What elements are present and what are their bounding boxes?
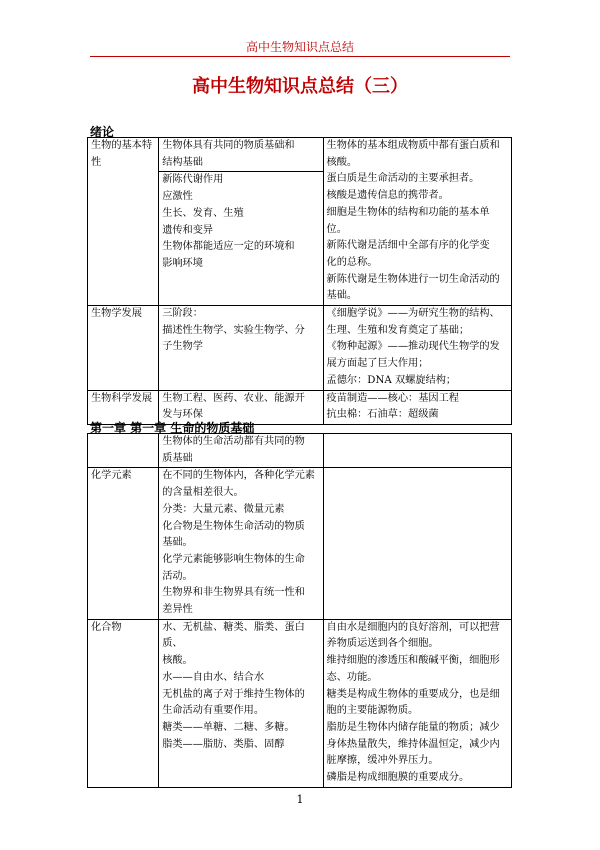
text-line: 发与环保: [162, 409, 203, 421]
text-line: 养物质运送到各个细胞。: [326, 638, 439, 650]
text-line: 细胞是生物体的结构和功能的基本单: [326, 206, 490, 218]
text-line: 水——自由水、结合水: [162, 671, 265, 683]
text-line: 的含量相差很大。: [162, 487, 244, 499]
text-line: 生长、发育、生殖: [162, 207, 244, 219]
right-cell: [323, 306, 511, 391]
text-line: 三阶段：: [162, 308, 203, 320]
topic-cell: 化学元素: [88, 468, 159, 619]
text-line: 结构基础: [162, 156, 203, 168]
text-line: 疫苗制造——核心：基因工程: [326, 392, 459, 404]
text-line: 质基础: [162, 452, 193, 464]
text-line: 生物体的生命活动都有共同的物: [162, 436, 305, 447]
text-line: 新陈代谢作用: [162, 174, 224, 186]
text-line: 生物体具有共同的物质基础和: [162, 140, 295, 151]
text-line: 糖类——单糖、二糖、多糖。: [162, 721, 295, 733]
table-row: [88, 468, 512, 619]
right-cell: [323, 390, 511, 424]
text-line: 在不同的生物体内，各种化学元素: [162, 470, 315, 482]
text-line: 态、功能。: [326, 671, 378, 683]
text-line: 应激性: [162, 191, 193, 203]
header-rule: [90, 56, 510, 57]
text-line: 展方面起了巨大作用；: [326, 358, 429, 370]
middle-cell: [159, 619, 323, 787]
topic-cell: 化合物: [88, 619, 159, 787]
topic-cell: 生物的基本特性: [88, 138, 159, 306]
text-line: 化合物是生物体生命活动的物质: [162, 520, 305, 532]
text-line: 《细胞学说》——为研究生物的结构、: [326, 308, 500, 320]
section-heading-chapter-1: 第一章 第一章 生命的物质基础: [90, 421, 255, 435]
text-line: 脂类——脂肪、类脂、固醇: [162, 738, 285, 750]
table-row: [88, 306, 512, 391]
text-line: 化学元素能够影响生物体的生命: [162, 553, 305, 565]
text-line: 糖类是构成生物体的重要成分，也是细: [326, 688, 500, 700]
chapter-1-table: [87, 433, 512, 788]
text-line: 影响环境: [162, 257, 203, 269]
page-number: 1: [296, 793, 304, 806]
text-line: 核酸。: [162, 655, 193, 667]
text-line: 脏摩擦，缓冲外界压力。: [326, 755, 439, 767]
text-line: 位。: [326, 223, 347, 235]
text-line: 孟德尔：DNA 双螺旋结构；: [326, 374, 457, 386]
middle-cell: [159, 306, 323, 391]
right-cell: [323, 619, 511, 787]
text-line: 描述性生物学、实验生物学、分: [162, 324, 305, 336]
text-line: 抗虫棉：石油草：超级菌: [326, 409, 439, 421]
right-cell: [323, 468, 511, 619]
text-line: 胞的主要能源物质。: [326, 705, 419, 717]
text-line: 蛋白质是生命活动的主要承担者。: [326, 173, 480, 185]
text-line: 分类：大量元素、微量元素: [162, 503, 285, 515]
nested-cell: [159, 171, 322, 272]
intro-table: [87, 137, 512, 425]
text-line: 维持细胞的渗透压和酸碱平衡，细胞形: [326, 655, 500, 667]
text-line: 活动。: [162, 570, 193, 582]
text-line: 遗传和变异: [162, 224, 214, 236]
topic-cell: [88, 434, 159, 468]
right-cell: [323, 138, 511, 306]
text-line: 生物体的基本组成物质中都有蛋白质和: [326, 140, 500, 151]
table-row: [88, 619, 512, 787]
text-line: 《物种起源》——推动现代生物学的发: [326, 341, 500, 353]
text-line: 基础。: [326, 290, 358, 302]
text-line: 生物界和非生物界具有统一性和: [162, 587, 305, 599]
text-line: 基础。: [162, 537, 193, 549]
text-line: 子生物学: [162, 341, 203, 353]
text-line: 身体热量散失，维持体温恒定，减少内: [326, 738, 500, 750]
text-line: 核酸。: [326, 156, 358, 168]
text-line: 生物体都能适应一定的环境和: [162, 241, 295, 253]
section-heading-intro: 绪论: [90, 125, 115, 139]
text-line: 无机盐的离子对于维持生物体的: [162, 688, 305, 700]
text-line: 水、无机盐、糖类、脂类、蛋白质、: [162, 621, 305, 650]
text-line: 生命活动有重要作用。: [162, 705, 265, 717]
text-line: 核酸是遗传信息的携带者。: [326, 190, 449, 202]
middle-cell: [159, 468, 323, 619]
running-header: 高中生物知识点总结: [245, 40, 354, 54]
topic-cell: 生物科学发展: [88, 390, 159, 424]
text-line: 自由水是细胞内的良好溶剂，可以把营: [326, 621, 500, 633]
middle-cell: [159, 434, 323, 468]
text-line: 生物工程、医药、农业、能源开: [162, 392, 305, 404]
middle-cell: [159, 138, 323, 306]
page-title: 高中生物知识点总结（三）: [192, 76, 408, 97]
right-cell: [323, 434, 511, 468]
text-line: 化的总称。: [326, 256, 378, 268]
text-line: 差异性: [162, 604, 193, 616]
text-line: 生理、生殖和发育奠定了基础；: [326, 324, 470, 336]
table-row: [88, 434, 512, 468]
text-line: 新陈代谢是活细中全部有序的化学变: [326, 240, 490, 252]
text-line: 磷脂是构成细胞膜的重要成分。: [326, 772, 470, 784]
text-line: 脂肪是生物体内储存能量的物质；减少: [326, 721, 500, 733]
topic-cell: 生物学发展: [88, 306, 159, 391]
text-line: 新陈代谢是生物体进行一切生命活动的: [326, 273, 500, 285]
table-row: [88, 138, 512, 306]
